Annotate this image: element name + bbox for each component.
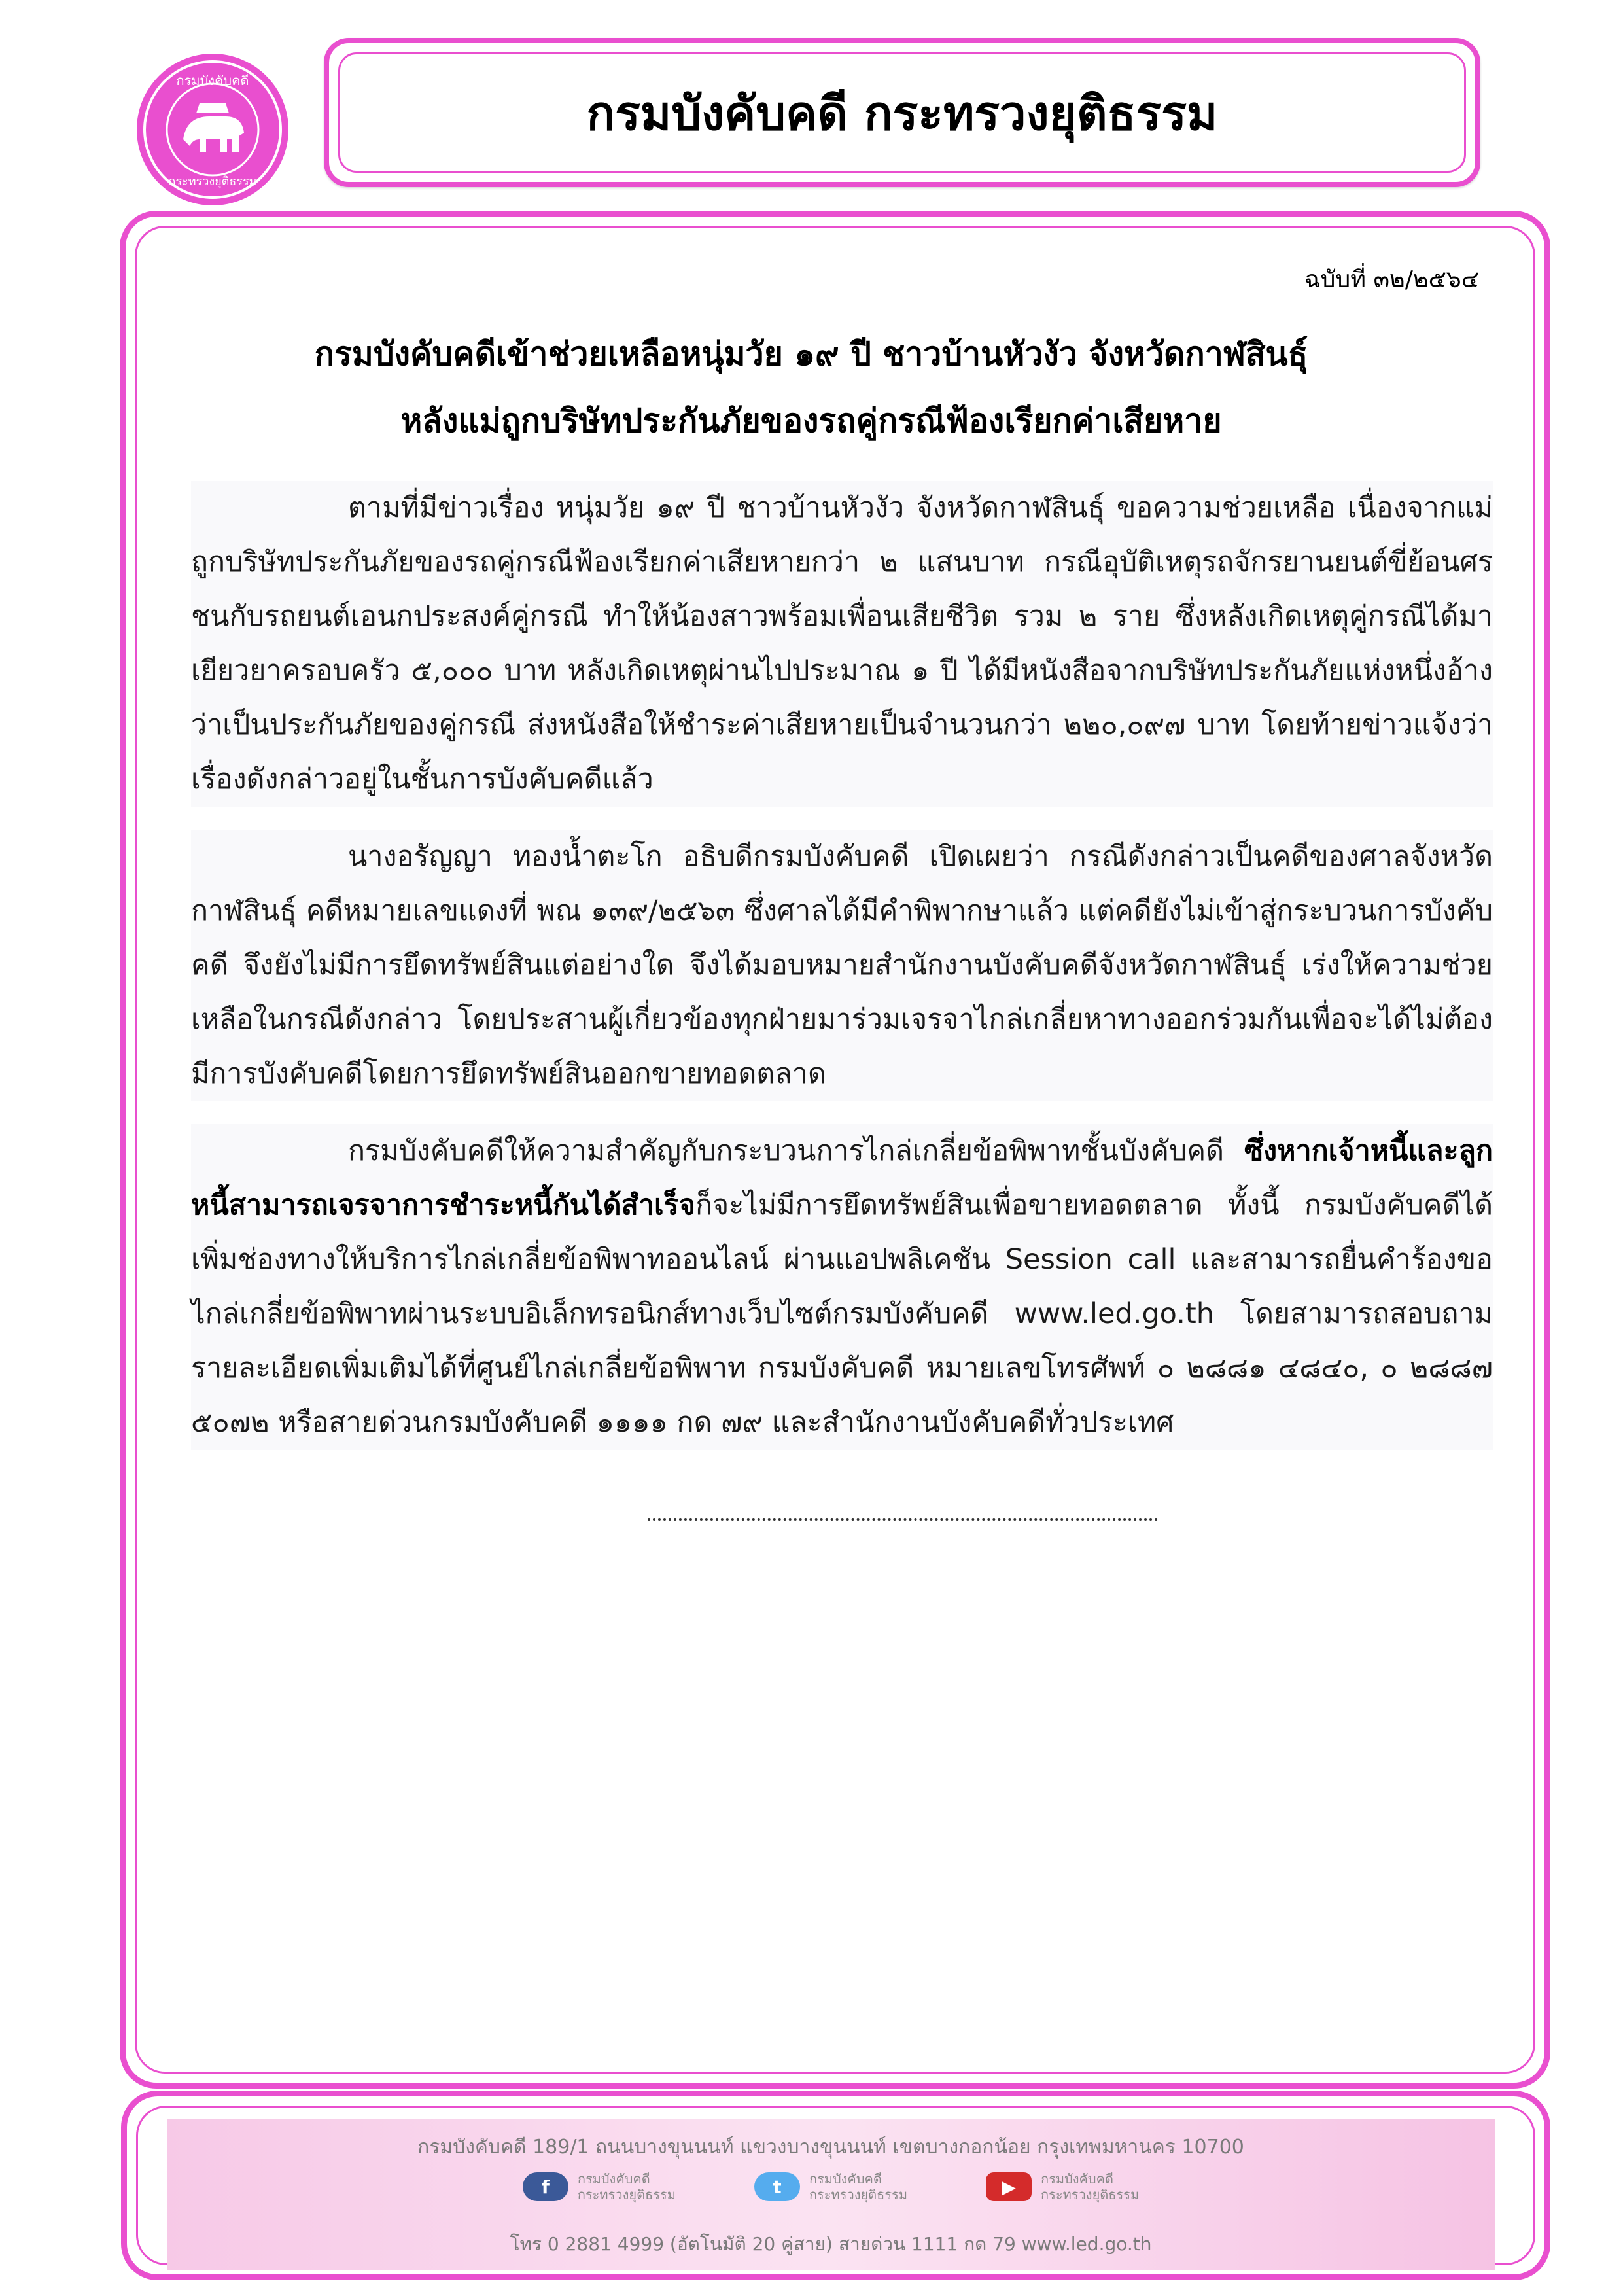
facebook-icon: f — [523, 2172, 568, 2201]
headline-line-1: กรมบังคับคดีเข้าช่วยเหลือหนุ่มวัย ๑๙ ปี ชาวบ้านหัวงัว จังหวัดกาฬสินธุ์ — [314, 335, 1308, 373]
headline-line-2: หลังแม่ถูกบริษัทประกันภัยของรถคู่กรณีฟ้องเรียกค่าเสียหาย — [400, 402, 1222, 440]
seal-text-top: กรมบังคับคดี — [176, 73, 249, 88]
twitter-label — [809, 2171, 907, 2202]
article-body — [191, 481, 1493, 1473]
footer-social-links — [167, 2171, 1495, 2202]
seal-text-bottom: กระทรวงยุติธรรม — [168, 175, 257, 188]
facebook-label — [578, 2171, 676, 2202]
headline — [196, 321, 1426, 454]
twitter-link[interactable] — [754, 2171, 907, 2202]
department-seal-logo — [134, 51, 291, 208]
paragraph-2: นางอรัญญา ทองน้ำตะโก อธิบดีกรมบังคับคดี เปิดเผยว่า กรณีดังกล่าวเป็นคดีของศาลจังหวัดกาฬสินธุ์ คดีหมายเลขแดงที่ พณ ๑๓๙/๒๕๖๓ ซึ่งศาลได้มีคำพิพากษาแล้ว แต่คดียังไม่เข้าสู่กระบวนการบังคับคดี จึงยังไม่มีการยึดทรัพย์สินแต่อย่างใด จึงได้มอบหมายสำนักงานบังคับคดีจังหวัดกาฬสินธุ์ เร่งให้ความช่วยเหลือในกรณีดังกล่าว โดยประสานผู้เกี่ยวข้องทุกฝ่ายมาร่วมเจรจาไกล่เกลี่ยหาทางออกร่วมกันเพื่อจะได้ไม่ต้องมีการบังคับคดีโดยการยึดทรัพย์สินออกขายทอดตลาด — [191, 830, 1493, 1101]
header-inner-frame — [338, 52, 1466, 173]
youtube-label — [1041, 2171, 1139, 2202]
paragraph-3 — [191, 1124, 1493, 1450]
paragraph-3-emphasis: ซึ่งหากเจ้าหนี้และลูกหนี้สามารถเจรจาการชำระหนี้กันได้สำเร็จ — [191, 1135, 1493, 1222]
youtube-link[interactable] — [986, 2171, 1139, 2202]
youtube-label-line-2: กระทรวงยุติธรรม — [1041, 2187, 1140, 2202]
paragraph-3-rest: ก็จะไม่มีการยึดทรัพย์สินเพื่อขายทอดตลาด ทั้งนี้ กรมบังคับคดีได้เพิ่มช่องทางให้บริการไกล่เกลี่ยข้อพิพาทออนไลน์ ผ่านแอปพลิเคชัน Session call และสามารถยื่นคำร้องขอไกล่เกลี่ยข้อพิพาทผ่านระบบอิเล็กทรอนิกส์ทางเว็บไซต์กรมบังคับคดี www.led.go.th โดยสามารถสอบถามรายละเอียดเพิ่มเติมได้ที่ศูนย์ไกล่เกลี่ยข้อพิพาท กรมบังคับคดี หมายเลขโทรศัพท์ ๐ ๒๘๘๑ ๔๘๔๐, ๐ ๒๘๘๗ ๕๐๗๒ หรือสายด่วนกรมบังคับคดี ๑๑๑๑ กด ๗๙ และสำนักงานบังคับคดีทั่วประเทศ — [191, 1189, 1493, 1439]
footer-address: กรมบังคับคดี 189/1 ถนนบางขุนนนท์ แขวงบางขุนนนท์ เขตบางกอกน้อย กรุงเทพมหานคร 10700 — [417, 2136, 1244, 2159]
footer-contact: โทร 0 2881 4999 (อัตโนมัติ 20 คู่สาย) สายด่วน 1111 กด 79 www.led.go.th — [510, 2233, 1152, 2255]
youtube-label-line-1: กรมบังคับคดี — [1041, 2171, 1113, 2187]
paragraph-3-intro: กรมบังคับคดีให้ความสำคัญกับกระบวนการไกล่เกลี่ยข้อพิพาทชั้นบังคับคดี — [348, 1135, 1244, 1167]
facebook-label-line-1: กรมบังคับคดี — [577, 2171, 650, 2187]
header-frame — [324, 38, 1480, 187]
issue-number: ฉบับที่ ๓๒/๒๕๖๔ — [1304, 266, 1479, 293]
youtube-icon: ▶ — [986, 2172, 1032, 2201]
paragraph-1: ตามที่มีข่าวเรื่อง หนุ่มวัย ๑๙ ปี ชาวบ้านหัวงัว จังหวัดกาฬสินธุ์ ขอความช่วยเหลือ เนื่องจากแม่ถูกบริษัทประกันภัยของรถคู่กรณีฟ้องเรียกค่าเสียหายกว่า ๒ แสนบาท กรณีอุบัติเหตุรถจักรยานยนต์ขี่ย้อนศรชนกับรถยนต์เอนกประสงค์คู่กรณี ทำให้น้องสาวพร้อมเพื่อนเสียชีวิต รวม ๒ ราย ซึ่งหลังเกิดเหตุคู่กรณีได้มาเยียวยาครอบครัว ๕,๐๐๐ บาท หลังเกิดเหตุผ่านไปประมาณ ๑ ปี ได้มีหนังสือจากบริษัทประกันภัยแห่งหนึ่งอ้างว่าเป็นประกันภัยของคู่กรณี ส่งหนังสือให้ชำระค่าเสียหายเป็นจำนวนกว่า ๒๒๐,๐๙๗ บาท โดยท้ายข่าวแจ้งว่าเรื่องดังกล่าวอยู่ในชั้นการบังคับคดีแล้ว — [191, 481, 1493, 807]
twitter-icon: t — [754, 2172, 800, 2201]
footer-band — [167, 2119, 1495, 2270]
twitter-label-line-2: กระทรวงยุติธรรม — [809, 2187, 908, 2202]
end-dotted-line — [648, 1505, 1158, 1521]
header-title: กรมบังคับคดี กระทรวงยุติธรรม — [586, 84, 1218, 141]
twitter-label-line-1: กรมบังคับคดี — [809, 2171, 882, 2187]
facebook-link[interactable] — [523, 2171, 676, 2202]
facebook-label-line-2: กระทรวงยุติธรรม — [577, 2187, 676, 2202]
